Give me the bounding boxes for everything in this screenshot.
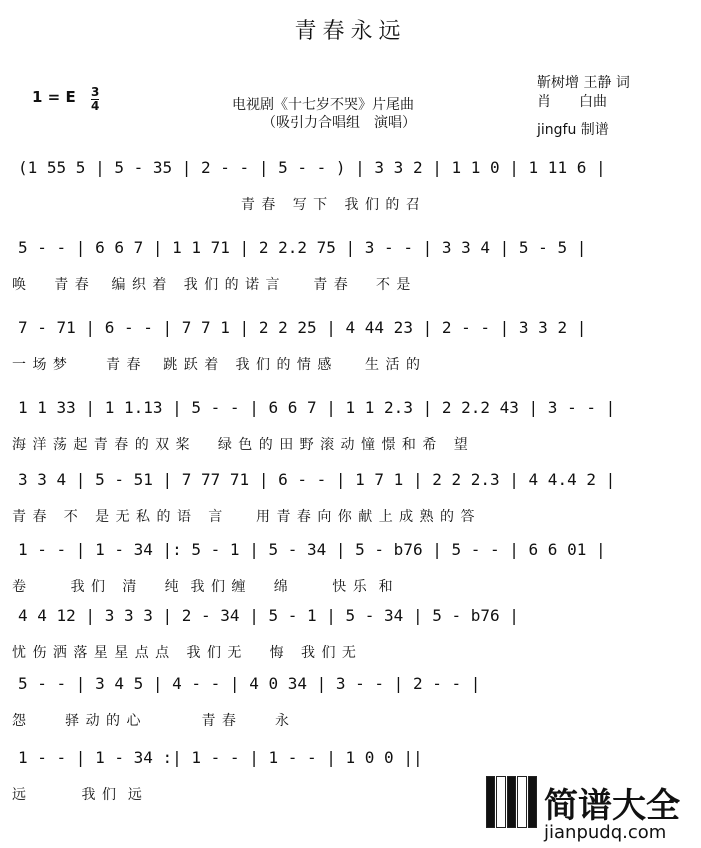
score-row: [0, 674, 701, 758]
notation-line: 5 - - | 3 4 5 | 4 - - | 4 0 34 | 3 - - | 2 - - |: [18, 674, 481, 693]
lyrics-line: 远 我 们 远: [12, 787, 143, 803]
song-title: 青春永远: [294, 19, 407, 44]
notation-line: 4 4 12 | 3 3 3 | 2 - 34 | 5 - 1 | 5 - 34 | 5 - b76 |: [18, 606, 519, 625]
subtitle-performer: （吸引力合唱组 演唱）: [262, 115, 416, 131]
lyrics-line: 忧 伤 洒 落 星 星 点 点 我 们 无 悔 我 们 无: [12, 645, 357, 661]
lyrics-line: 青 春 写 下 我 们 的 召: [12, 197, 421, 213]
notation-line: 7 - 71 | 6 - - | 7 7 1 | 2 2 25 | 4 44 23 | 2 - - | 3 3 2 |: [18, 318, 587, 337]
score-row: [0, 158, 701, 242]
credit-lyrics: 靳树增 王静 词: [537, 75, 630, 91]
piano-keys-icon: [486, 776, 538, 828]
lyrics-line: 唤 青 春 编 织 着 我 们 的 诺 言 青 春 不 是: [12, 277, 412, 293]
meter-top: 3: [91, 85, 100, 99]
notation-line: 1 - - | 1 - 34 |: 5 - 1 | 5 - 34 | 5 - b76 | 5 - - | 6 6 01 |: [18, 540, 606, 559]
subtitle-source: 电视剧《十七岁不哭》片尾曲: [232, 97, 414, 113]
notation-line: 1 - - | 1 - 34 :| 1 - - | 1 - - | 1 0 0 ||: [18, 748, 423, 767]
notation-line: 1 1 33 | 1 1.13 | 5 - - | 6 6 7 | 1 1 2.3 | 2 2.2 43 | 3 - - |: [18, 398, 616, 417]
watermark-text: 简谱大全: [544, 786, 680, 826]
lyrics-line: 一 场 梦 青 春 跳 跃 着 我 们 的 情 感 生 活 的: [12, 357, 421, 373]
lyrics-line: 海 洋 荡 起 青 春 的 双 桨 绿 色 的 田 野 滚 动 憧 憬 和 希 望: [12, 437, 469, 453]
key-signature: 1 = E: [32, 88, 76, 106]
time-signature: [91, 86, 99, 113]
notation-line: 5 - - | 6 6 7 | 1 1 71 | 2 2.2 75 | 3 - - | 3 3 4 | 5 - 5 |: [18, 238, 587, 257]
watermark-url: jianpudq.com: [544, 822, 667, 843]
meter-bottom: 4: [91, 99, 100, 113]
credit-notation: jingfu 制谱: [537, 122, 609, 138]
lyrics-line: 怨 驿 动 的 心 青 春 永: [12, 713, 291, 729]
notation-line: 3 3 4 | 5 - 51 | 7 77 71 | 6 - - | 1 7 1 | 2 2 2.3 | 4 4.4 2 |: [18, 470, 616, 489]
lyrics-line: 青 春 不 是 无 私 的 语 言 用 青 春 向 你 献 上 成 熟 的 答: [12, 509, 476, 525]
score-row: [0, 238, 701, 322]
watermark: [486, 776, 700, 846]
credit-music: 肖 白曲: [537, 94, 607, 110]
score-row: [0, 318, 701, 402]
notation-line: (1 55 5 | 5 - 35 | 2 - - | 5 - - ) | 3 3 2 | 1 1 0 | 1 11 6 |: [18, 158, 606, 177]
lyrics-line: 卷 我 们 清 纯 我 们 缠 绵 快 乐 和: [12, 579, 394, 595]
